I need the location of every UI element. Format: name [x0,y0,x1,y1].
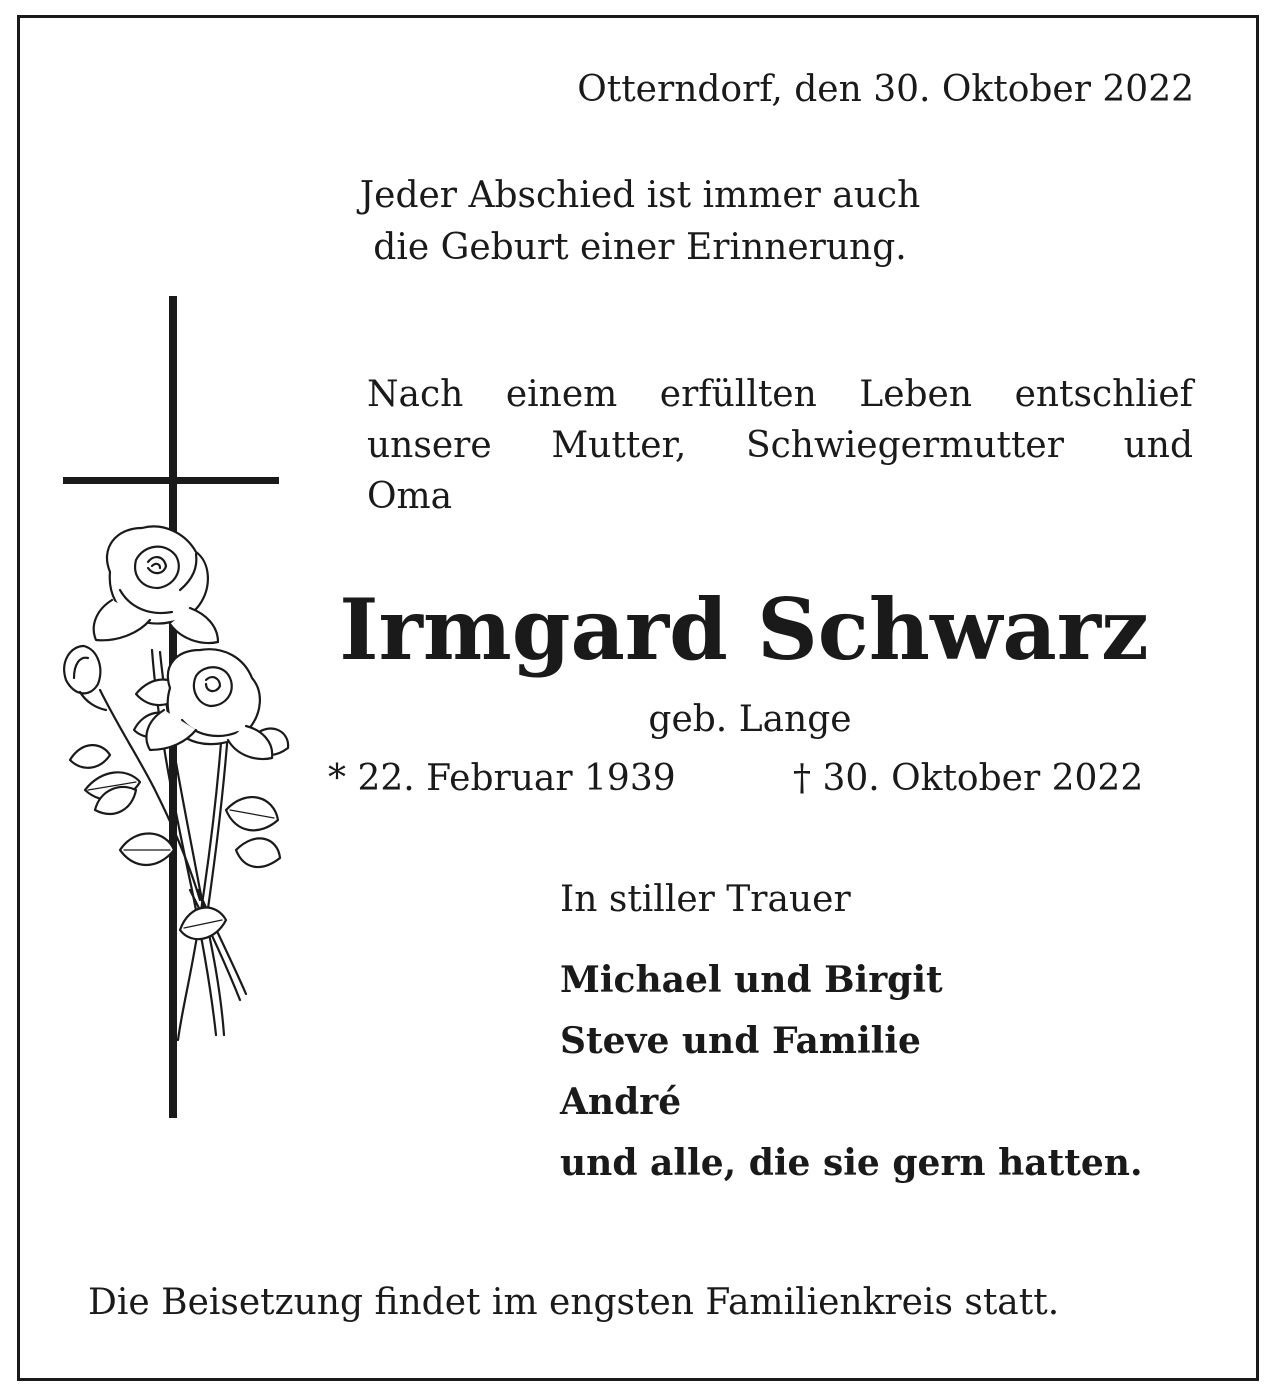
mourner-item: André [560,1081,682,1123]
intro-line: unsere Mutter, Schwiegermutter und [367,425,1193,466]
mourning-heading: In stiller Trauer [560,879,851,920]
mourners-list [560,950,1143,1194]
motto-line: Jeder Abschied ist immer auch [359,175,921,216]
maiden-name: geb. Lange [648,699,852,740]
cross-with-roses-illustration [40,290,300,1130]
intro-line: Oma [367,476,453,517]
death-date: † 30. Oktober 2022 [793,758,1144,799]
mourner-item: Steve und Familie [560,1020,921,1062]
intro-line: Nach einem erfüllten Leben entschlief [367,374,1193,415]
place-date: Otterndorf, den 30. Oktober 2022 [577,69,1194,110]
motto-line: die Geburt einer Erinnerung. [373,227,907,268]
deceased-name: Irmgard Schwarz [339,580,1149,679]
mourner-item: Michael und Birgit [560,959,943,1001]
motto-quote [280,170,1000,274]
funeral-note: Die Beisetzung findet im engsten Familienkreis statt. [88,1282,1060,1323]
birth-date: * 22. Februar 1939 [328,758,676,799]
intro-text [367,369,1193,522]
mourner-item: und alle, die sie gern hatten. [560,1142,1143,1184]
